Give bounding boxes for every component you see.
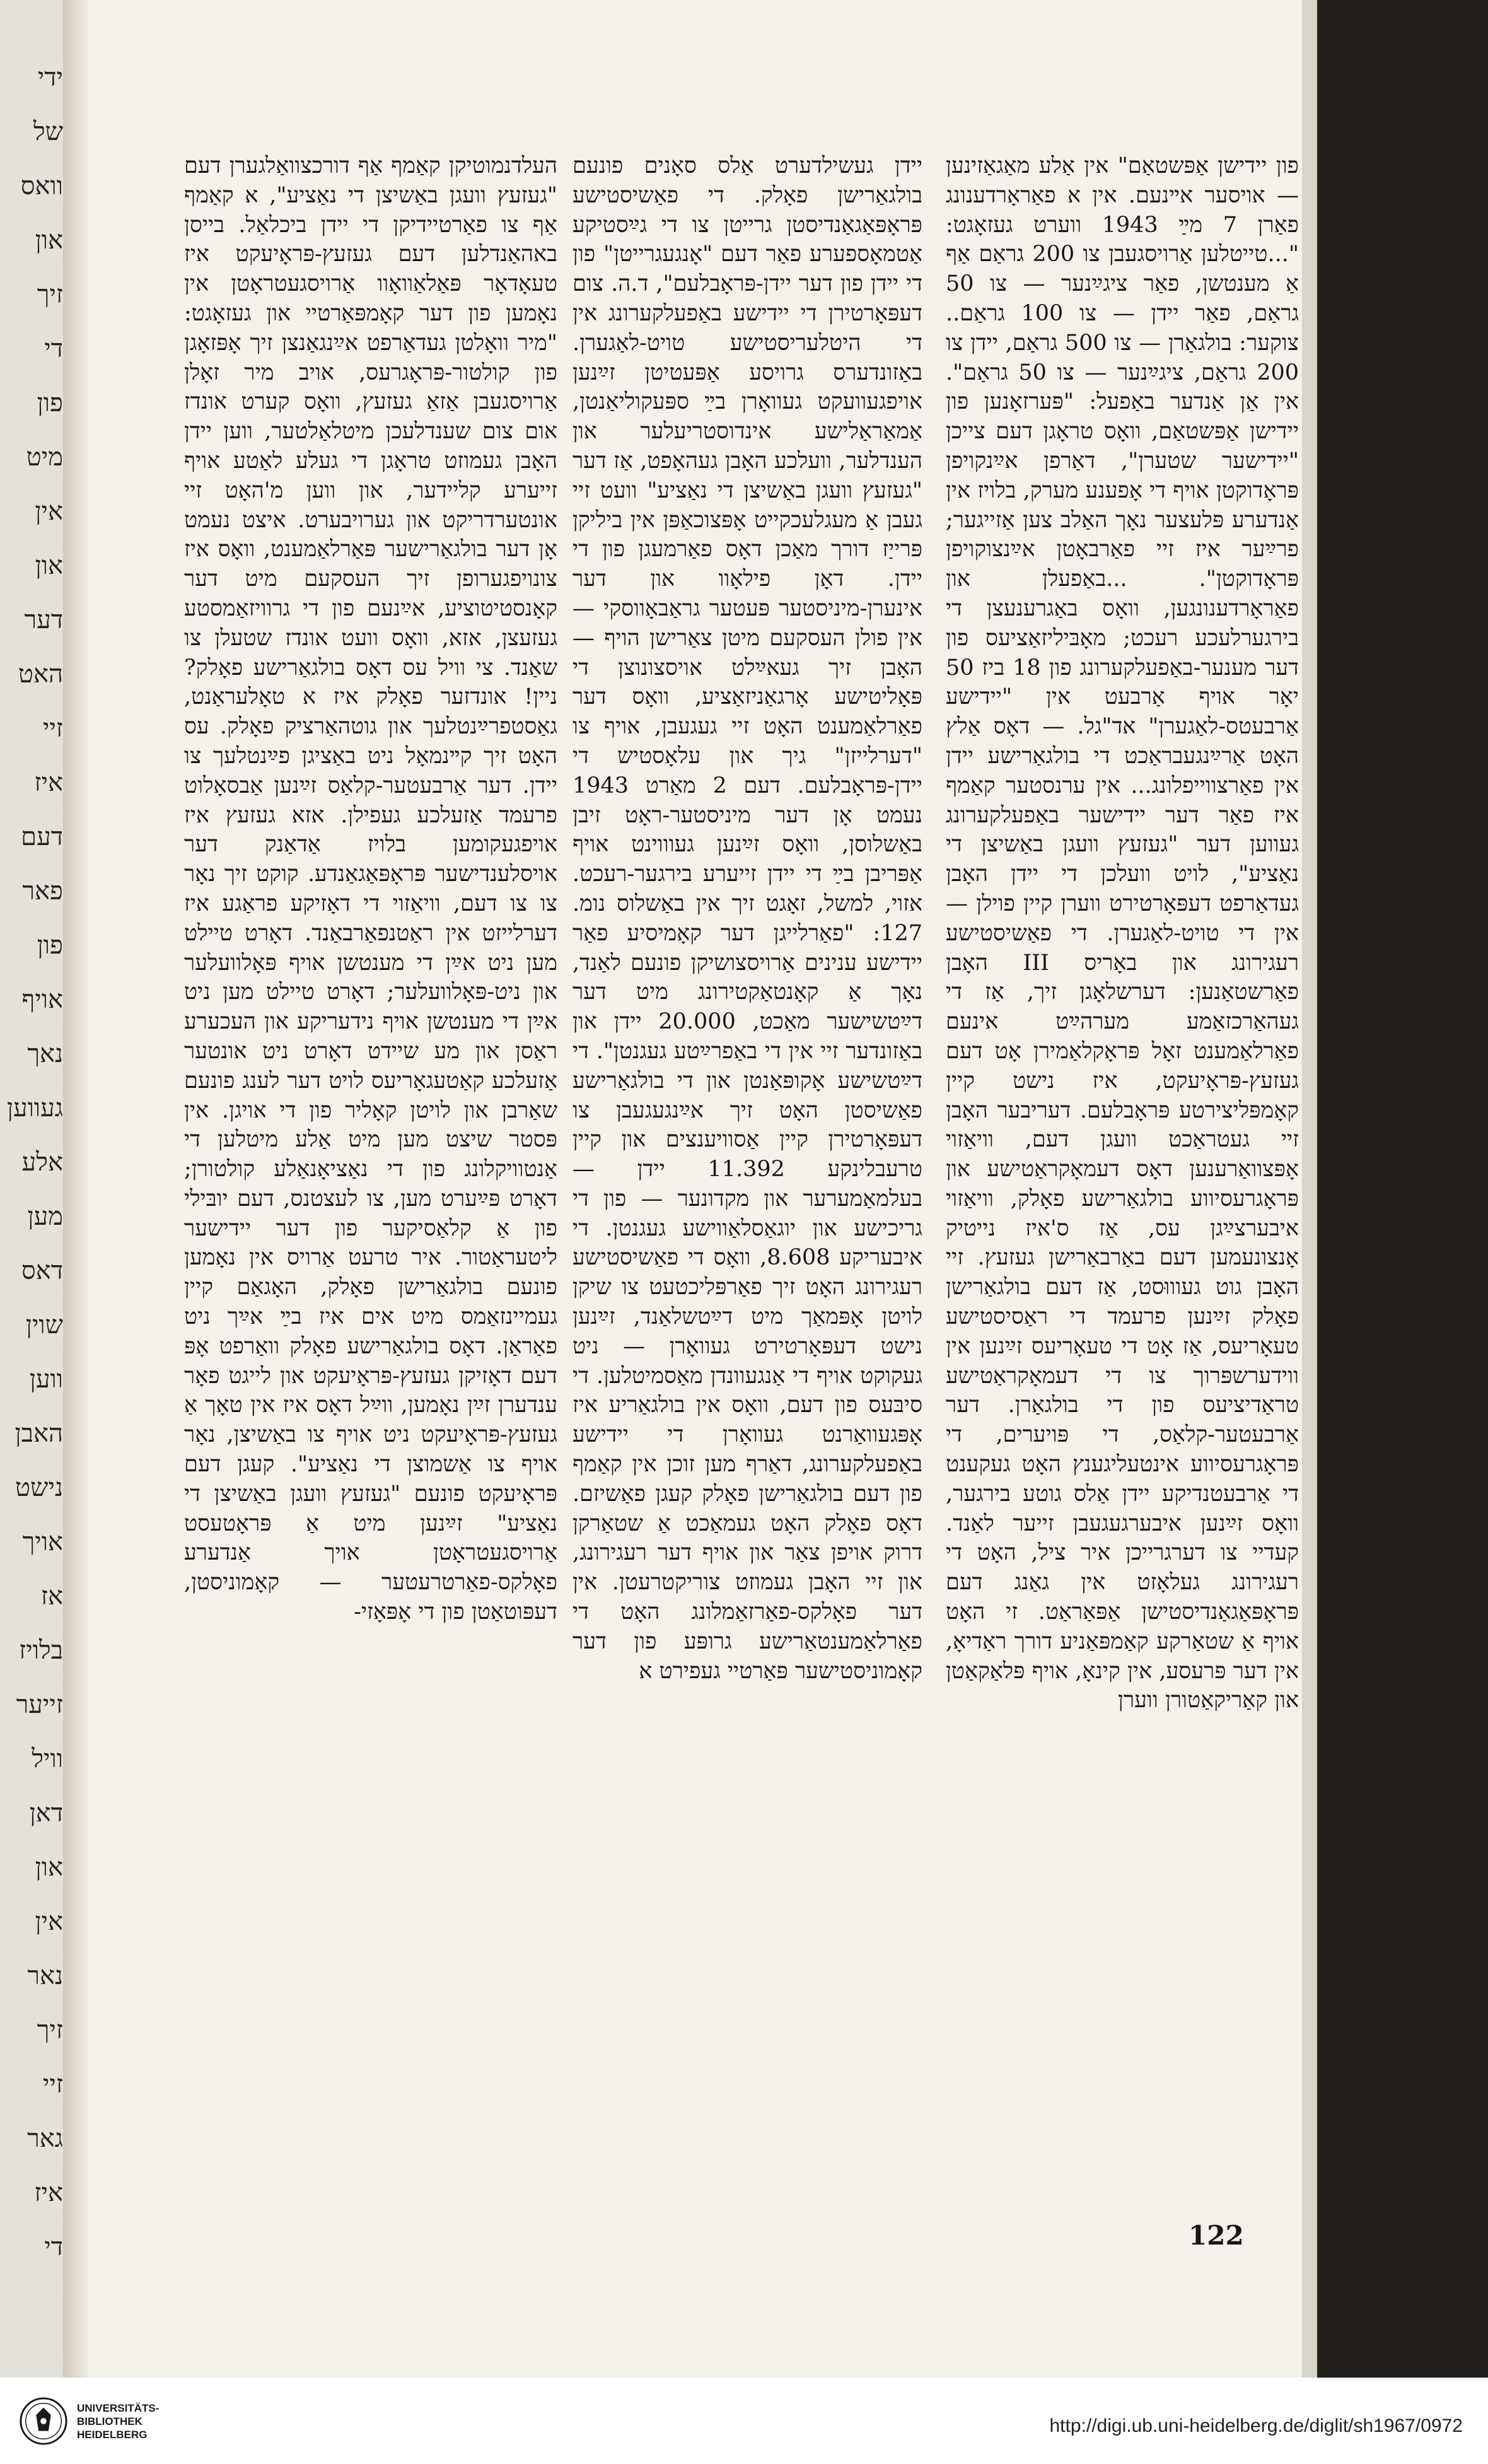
scan-background-right	[1302, 0, 1488, 2378]
library-logo[interactable]	[19, 2397, 159, 2446]
column-left-text: העלדנמוטיקן קאַמף אַף דורכצוואַלגערן דעם "געזעץ וועגן באַשיצן די נאַציע", א קאַמף אַף צו פאַרטיידיקן די יידן ביכלאַל. בייסן באהאַנדלען דעם געזעץ-פּראָיעקט איז טעאָדאָר פּאַלאַוואָוו אַרויסגעטראָטן אין נאָמען פון דער קאָמפּאַרטיי און געזאָגט: "מיר וואָלטן געדאַרפט אײַנגאַנצן זיך אָפּזאָגן פון קולטור-פּראָגרעס, אויב מיר זאָלן אַרויסגעבן אַזאַ געזעץ, וואָס קערט אונדז אום צום שענדלעכן מיטלאַלטער, ווען יידן האָבן געמוזט טראָגן די געלע לאַטע אויף זייערע קליידער, און ווען מ'האָט זיי אונטערדריקט און גערויבערט. איצט נעמט אָן דער בולגאַרישער פּאַרלאַמענט, וואָס איז צונויפגערופן זיך העסקעם מיט דער קאָנסטיטוציע, אײַנעם פון די גרוויזאַמסטע געזעצן, אזא, וואָס וועט אונדז שטעלן צו שאַנד. צי וויל עס דאָס בולגאַרישע פאָלק? ניין! אונדזער פאָלק איז א טאָלעראַנט, גאַסטפרײַנטלעך און גוטהאַרציק פאָלק. עס האָט זיך קײנמאָל ניט באַציגן פײַנטלעך צו יידן. דער אַרבעטער-קלאַס זײַנען אַבסאָלוט פרעמד אַזעלכע געפילן. אזא געזעץ איז אויפגעקומען בלויז אַדאַנק דער אויסלענדישער פּראָפּאַגאַנדע. קוקט זיך נאָר צו צו דעם, וויאַזוי די דאָזיקע פראַגע איז דערלייזט אין ראַטנפאַרבאַנד. דאָרט טיילט מען ניט אײַן די מענטשן אויף פּאָלוועלער און ניט-פּאָלוועלער; דאָרט טיילט מען ניט אײַן די מענטשן אויף נידעריקע און העכערע ראַסן און מע שיידט דאָרט ניט אונטער אַזעלכע קאַטעגאָריעס לויט דער לענג פונעם שאַרבן און לויטן קאָליר פון די אויגן. אין פּסטר שיצט מען מיט אַלע מיטלען די אַנטוויקלונג פון די נאַציאָנאַלע קולטורן; דאָרט פּײַערט מען, צו לעצטנס, דעם יובּילי פון אַ קלאַסיקער פון דער יידישער ליטעראַטור. איר טרעט אַרויס אין נאָמען פונעם בולגאַרישן פאָלק, האָגאַם קיין געמיינזאַמס מיט אים איז בײַ אײַך ניט פאַראַן. דאָס בולגאַרישע פאָלק וואַרפט אָפּ דעם דאָזיקן געזעץ-פּראָיעקט און לייגט פאָר ענדערן זײַן נאָמען, ווײַל דאָס איז אין טאָך אַ געזעץ-פּראָיעקט ניט אויף צו באַשיצן, נאָר אויף צו אַשמוצן די נאַציע". קעגן דעם פּראָיעקט פונעם "געזעץ וועגן באַשיצן די נאַציע" זײַנען מיט אַ פּראָטעסט אַרויסגעטראָטן אויך אַנדערע פאָלקס-פאַרטרעטער — קאָמוניסטן, דעפּוטאַטן פון די אָפּאָזי-	[184, 153, 557, 1625]
source-url[interactable]: http://digi.ub.uni-heidelberg.de/diglit/sh1967/0972	[1049, 2415, 1463, 2436]
page-number: 122	[1189, 2220, 1244, 2251]
column-middle-text: יידן געשילדערט אַלס סאָנים פונעם בולגאַרישן פאָלק. די פאַשיסטישע פּראָפּאַגאַנדיסטן גרייטן צו די גײַסטיקע אַטמאָספערע פאַר דעם "אָנגעגרייטן" פון די יידן פון דער יידן-פּראָבלעם", ד.ה. צום דעפּאָרטירן די יידישע באַפעלקערונג אין די היטלעריסטישע טויט-לאַגערן. באַזונדערס גרויסע אַפּעטיטן זײַנען אויפגעוועקט געוואָרן בײַ ספּעקוליאַנטן, אַמאַראַלישע אינדוסטריעלער און הענדלער, וועלכע האָבן געהאָפט, אַז דער "געזעץ וועגן באַשיצן די נאַציע" וועט זיי געבן אַ מעגלעכקייט אָפּצוכאַפּן אין ביליקן פּרייַז דורך מאַכן דאָס פאַרמעגן פון די יידן. דאָן פילאָוו און דער אינערן-מיניסטער פּעטער גראַבאָווסקי — אין פולן העסקעם מיטן צאַרישן הויף — האָבן זיך געאײַלט אויסצונוצן די פּאָליטישע אָרגאַניזאַציע, וואָס דער פאַרלאַמענט האָט זיי געגעבן, אויף צו "דערלייזן" גיך און עלאָסטיש די יידן-פּראָבלעם. דעם 2 מאַרט 1943 נעמט אָן דער מיניסטער-ראָט זיבן באַשלוסן, וואָס זײַנען געוווינט אויף אַפּריבן בײַ די יידן זייערע בירגער-רעכט. אזוי, למשל, זאָגט זיך אין באַשלוס נומ. 127: "פאַרלייגן דער קאָמיסיע פאַר יידישע ענינים אַרויסצושיקן פונעם לאַנד, נאָך אַ קאָנטאַקטירונג מיט דער דײַטשישער מאַכט, 20.000 יידן און באַזונדער זיי אין די באַפרײַטע געגנטן". די דײַטשישע אָקופּאַנטן און די בולגאַרישע פאַשיסטן האָט זיך אײַנגעגעבן צו דעפּאָרטירן קיין אַסוויענצים און קיין טרעבלינקע 11.392 יידן — בעלמאַמערער און מקדונער — פון די גריכישע און יוגאַסלאַווישע געגנטן. די איבעריקע 8.608, וואָס די פאַשיסטישע רעגירונג האָט זיך פאַרפּליכטעט צו שיקן לויטן אָפּמאַך מיט דײַטשלאַנד, זײַנען נישט דעפּאָרטירט געוואָרן — ניט געקוקט אויף די אַנגעוונדן מאַסמיטלען. די סיבּעס פון דעם, וואָס אין בולגאַריע איז אָפּגעוואַרנט געוואָרן די יידישע באַפעלקערונג, דאַרף מען זוכן אין קאַמף פון דעם בולגאַרישן פאָלק קעגן פאַשיזם. דאָס פאָלק האָט געמאַכט אַ שטאַרקן דרוק אויפן צאַר און אויף דער רעגירונג, און זיי האָבן געמוזט צוריקטרעטן. אין דער פאָלקס-פאַרזאַמלונג האָט די פאַרלאַמענטאַרישע גרופּע פון דער קאָמוניסטישער פּאַרטיי געפירט א	[573, 153, 922, 1684]
book-gutter	[63, 0, 88, 2378]
column-right-text: פון יידישן אַפּשטאַם" אין אַלע מאַגאַזינען — אויסער אײנעם. אין א פאַראָרדענונג פאַרן 7 מײַ 1943 ווערט געזאָגט: "...טייטלען אַרויסגעבן צו 200 גראַם אַף אַ מענטשן, פאַר ציגײַנער — צו 50 גראַם, פאַר יידן — צו 100 גראַם.. צוקער: בולגאַרן — צו 500 גראַם, יידן צו 200 גראַם, ציגײַנער — צו 50 גראַם". אין אַן אַנדער באַפעל: "פּערזאָנען פון יידישן אַפּשטאַם, וואָס טראָגן דעם צייכן "יידישער שטערן", דאַרפן אײַנקויפן פּראָדוקטן אויף די אָפענע מערק, בלויז אין אַנדערע פּלעצער נאָך האַלב צען אַזייגער; פרײַער איז זיי פאַרבאָטן אײַנצוקויפן פּראָדוקטן". ...באַפעלן און פאַראָרדענונגען, וואָס באַגרענעצן די בירגערלעכע רעכט; מאָבּיליזאַציעס פון דער מענער-באַפעלקערונג פון 18 ביז 50 יאָר אויף אַרבעט אין "יידישע אַרבעטס-לאַגערן" אד"גל. — דאָס אַלץ האָט אַרײַנגעבראַכט די בולגאַרישע יידן אין פאַרצווייפלונג... אין ערנסטער קאַמף איז פאַר דער יידישער באַפעלקערונג געווען דער "געזעץ וועגן באַשיצן די נאַציע", לויט וועלכן די יידן האָבן געדאַרפט דעפּאָרטירט ווערן קיין פוילן — אין די טויט-לאַגערן. די פאַשיסטישע רעגירונג און באָריס III האָבן פאַרשטאַנען: דערשלאָגן זיך, אַז די געהאַרכזאַמע מערהײַט אינעם פאַרלאַמענט זאָל פּראָקלאַמירן אָט דעם געזעץ-פּראָיעקט, איז נישט קיין קאָמפּליצירטע פּראָבלעם. דעריבער האָבן זיי געטראַכט וועגן דעם, וויאַזוי אָפּצוואַרענען דאָס דעמאָקראַטישע און פּראָגרעסיווע בולגאַרישע פאָלק, וויאַזוי איבערצײַגן עס, אַז ס'איז נייטיק אָנצונעמען דעם באַרבאַרישן געזעץ. זיי האָבן גוט געוווּסט, אַז דעם בולגאַרישן פאָלק זײַנען פרעמד די ראַסיסטישע טעאָריעס, אַז אָט די טעאָריעס זײַנען אין ווידערשפּרוך צו די דעמאָקראַטישע טראַדיציעס פון די בולגאַרן. דער אַרבעטער-קלאַס, די פּויערים, די פּראָגרעסיווע אינטעליגענץ האָט געקענט די אַרבעטנדיקע יידן אַלס גוטע בירגער, וואָס זײַנען איבערגעגעבן זייער לאַנד. קעדיי צו דערגרייכן איר ציל, האָט די רעגירונג געלאָזט אין גאַנג דעם פּראָפּאַגאַנדיסטישן אַפּאַראַט. זי האָט אויף אַ שטאַרקע קאַמפּאַניע דורך ראַדיאָ, אין דער פּרעסע, אין קינאָ, אויף פּלאַקאַטן און קאַריקאַטורן ווערן	[946, 153, 1299, 1714]
previous-page-text: ידי של וואס און זיך די פון מיט אין און דער האט זיי איז דעם פאר פון אויף נאך געווען אלע מען דאס שוין ווען האבן נישט אויך אז בלויז זייער וויל דאן און אין נאר זיך זיי גאר איז די	[6, 63, 63, 2262]
text-column-middle	[573, 151, 922, 2289]
text-column-left	[184, 151, 557, 2289]
university-seal-icon	[19, 2397, 68, 2446]
page	[88, 0, 1302, 2378]
footer-bar	[0, 2378, 1488, 2464]
page-edge	[1302, 0, 1317, 2378]
previous-page-edge	[0, 0, 69, 2378]
text-column-right	[946, 151, 1299, 2289]
library-name: UNIVERSITÄTS- BIBLIOTHEK HEIDELBERG	[77, 2402, 160, 2441]
